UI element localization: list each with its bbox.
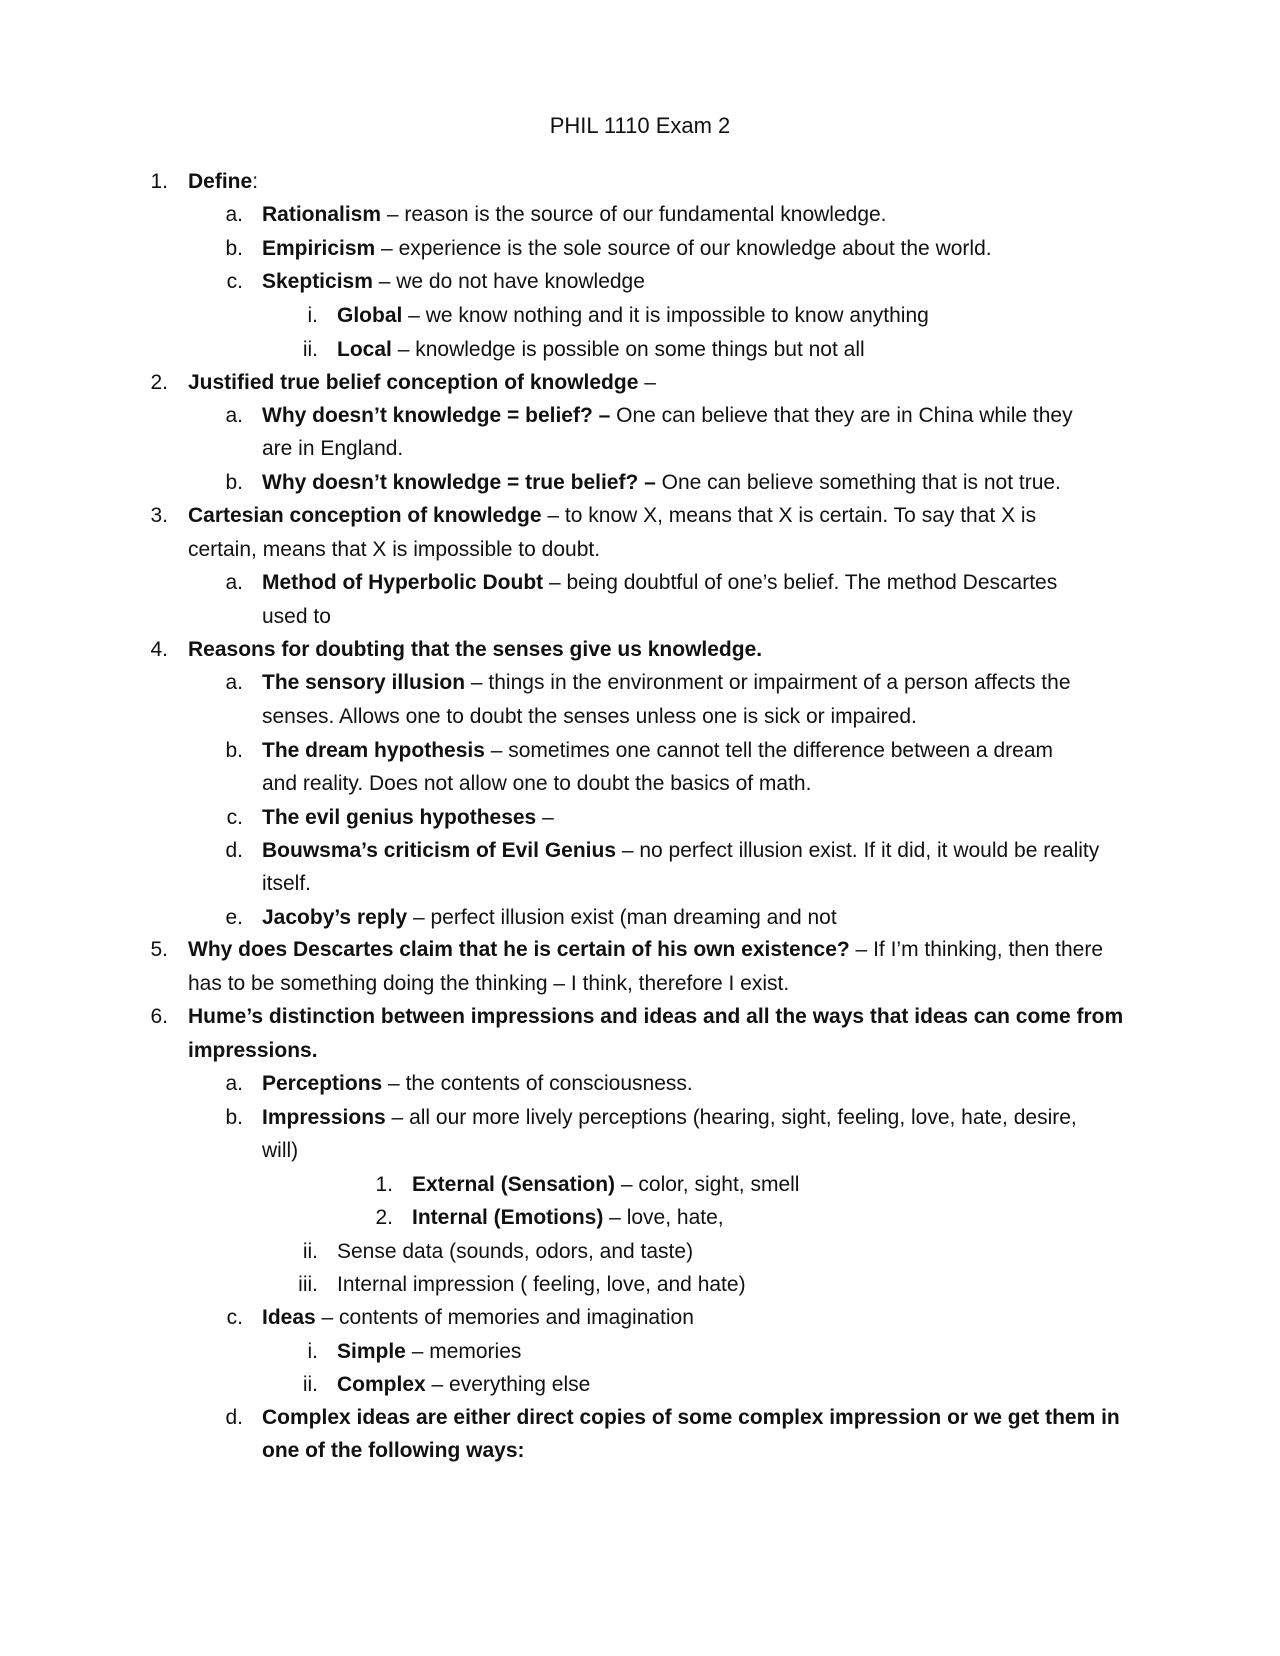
term-label: Global [337,304,403,327]
definition-text: – we know nothing and it is impossible to know anything [402,304,929,327]
term-label: The dream hypothesis [262,739,485,762]
list-item-text [262,1434,525,1468]
term-label: Why doesn’t knowledge = true belief? – [262,471,656,494]
list-item-text [262,1067,693,1101]
list-marker: a. [225,571,243,594]
list-item-text [188,165,258,199]
definition-text: – If I’m thinking, then there [849,938,1104,961]
term-label: Jacoby’s reply [262,906,408,929]
list-item-text [262,232,992,266]
definition-text: – [536,806,554,829]
list-item-text [262,399,1073,433]
list-marker: a. [225,1072,243,1095]
list-marker: c. [226,270,243,293]
term-label: one of the following ways: [262,1439,525,1462]
list-item-text [262,801,554,835]
list-marker: a. [225,671,243,694]
list-item-text [262,666,1071,700]
definition-text: and reality. Does not allow one to doubt the basics of math. [262,772,812,795]
term-label: Reasons for doubting that the senses give us knowledge. [188,638,763,661]
definition-text: – no perfect illusion exist. If it did, it would be reality [616,839,1100,862]
list-item-text [188,499,1036,533]
list-marker: ii. [302,338,318,361]
list-item-text [188,933,1103,967]
definition-text: certain, means that X is impossible to doubt. [188,538,601,561]
list-marker: b. [225,1106,243,1129]
list-item-text [262,265,645,299]
list-item-text [188,533,600,567]
definition-text: – reason is the source of our fundamental knowledge. [381,203,887,226]
list-marker: ii. [302,1373,318,1396]
term-label: The evil genius hypotheses [262,806,537,829]
list-marker: 4. [150,638,168,661]
term-label: Method of Hyperbolic Doubt [262,571,544,594]
list-item-text [188,967,789,1001]
list-marker: i. [307,304,318,327]
definition-text: used to [262,605,331,628]
term-label: The sensory illusion [262,671,466,694]
definition-text: – memories [405,1340,522,1363]
page-title: PHIL 1110 Exam 2 [549,113,731,138]
term-label: Perceptions [262,1072,383,1095]
list-item-text [188,366,656,400]
list-item-text [262,432,403,466]
definition-text: One can believe something that is not true. [655,471,1061,494]
list-marker: 5. [150,938,168,961]
term-label: Bouwsma’s criticism of Evil Genius [262,839,616,862]
list-item-text [262,1101,1077,1135]
term-label: Rationalism [262,203,382,226]
definition-text: – love, hate, [603,1206,724,1229]
definition-text: Sense data (sounds, odors, and taste) [337,1240,694,1263]
definition-text: – things in the environment or impairment of a person affects the [465,671,1071,694]
list-item-text [188,1034,318,1068]
list-item-text [262,600,331,634]
definition-text: – contents of memories and imagination [315,1306,694,1329]
term-label: Empiricism [262,237,376,260]
list-item-text [337,1268,746,1302]
term-label: Impressions [262,1106,386,1129]
definition-text: will) [262,1139,299,1162]
list-item-text [262,901,837,935]
list-item-text [262,1134,298,1168]
list-marker: d. [225,839,243,862]
term-label: Local [337,338,392,361]
term-label: Simple [337,1340,406,1363]
definition-text: itself. [262,872,312,895]
list-marker: 6. [150,1005,168,1028]
term-label: Ideas [262,1306,316,1329]
definition-text: Internal impression ( feeling, love, and hate) [337,1273,746,1296]
list-marker: 3. [150,504,168,527]
list-marker: a. [225,203,243,226]
list-item-text [262,1301,694,1335]
list-item-text [337,299,929,333]
definition-text: – experience is the sole source of our knowledge about the world. [375,237,992,260]
definition-text: – to know X, means that X is certain. To say that X is [541,504,1037,527]
list-item-text [262,834,1099,868]
list-item-text [337,1368,590,1402]
term-label: impressions. [188,1039,318,1062]
list-marker: d. [225,1406,243,1429]
list-marker: ii. [302,1240,318,1263]
definition-text: has to be something doing the thinking – I think, therefore I exist. [188,972,790,995]
definition-text: – perfect illusion exist (man dreaming and not [407,906,837,929]
definition-text: are in England. [262,437,404,460]
definition-text: – we do not have knowledge [372,270,645,293]
list-marker: e. [225,906,243,929]
list-marker: 1. [150,170,168,193]
list-item-text [188,633,762,667]
list-item-text [262,767,811,801]
term-label: Internal (Emotions) [412,1206,604,1229]
list-item-text [337,1335,521,1369]
term-label: Why doesn’t knowledge = belief? – [262,404,611,427]
list-marker: i. [307,1340,318,1363]
list-marker: b. [225,471,243,494]
definition-text: – color, sight, smell [615,1173,800,1196]
term-label: Hume’s distinction between impressions and ideas and all the ways that ideas can come from [188,1005,1124,1028]
term-label: Why does Descartes claim that he is certain of his own existence? [188,938,850,961]
term-label: Complex ideas are either direct copies of some complex impression or we get them in [262,1406,1120,1429]
list-item-text [262,566,1057,600]
list-marker: 1. [375,1173,393,1196]
list-marker: c. [226,1306,243,1329]
list-item-text [262,734,1053,768]
list-item-text [337,1235,693,1269]
list-item-text [262,466,1061,500]
list-marker: b. [225,739,243,762]
term-label: Skepticism [262,270,373,293]
list-item-text [262,198,887,232]
definition-text: – sometimes one cannot tell the difference between a dream [484,739,1054,762]
definition-text: senses. Allows one to doubt the senses unless one is sick or impaired. [262,705,917,728]
list-marker: iii. [298,1273,318,1296]
term-label: Cartesian conception of knowledge [188,504,542,527]
list-item-text [412,1168,799,1202]
definition-text: – the contents of consciousness. [382,1072,693,1095]
list-item-text [262,867,311,901]
definition-text: – [638,371,656,394]
list-item-text [188,1000,1123,1034]
definition-text: – knowledge is possible on some things but not all [391,338,865,361]
definition-text: – everything else [425,1373,591,1396]
list-marker: 2. [150,371,168,394]
list-marker: a. [225,404,243,427]
term-label: Justified true belief conception of knowledge [188,371,639,394]
definition-text: One can believe that they are in China while they [610,404,1073,427]
definition-text: – all our more lively perceptions (hearing, sight, feeling, love, hate, desire, [385,1106,1077,1129]
list-marker: c. [226,806,243,829]
definition-text: : [252,170,259,193]
term-label: Define [188,170,253,193]
list-item-text [412,1201,724,1235]
list-item-text [337,333,865,367]
definition-text: – being doubtful of one’s belief. The method Descartes [543,571,1058,594]
list-marker: 2. [375,1206,393,1229]
list-item-text [262,1401,1120,1435]
term-label: External (Sensation) [412,1173,616,1196]
list-item-text [262,700,917,734]
list-marker: b. [225,237,243,260]
term-label: Complex [337,1373,426,1396]
